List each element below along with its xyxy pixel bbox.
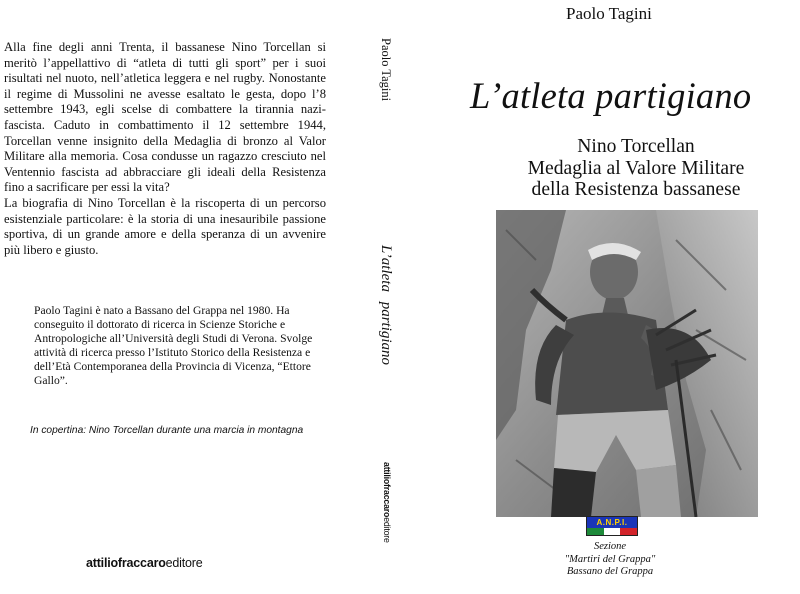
anpi-caption-line-3: Bassano del Grappa — [566, 566, 654, 577]
blurb-paragraph-1: Alla fine degli anni Trenta, il bassanese Nino Torcellan si meritò l’appellattivo di “atleta di tutti gli sport” per i suoi risultati nel nuoto, nell’atletica leggera e nel rugby. Nonostante il regime di Mussolini ne avesse esaltato le gesta, dopo l’8 settembre 1943, egli scelse di combattere la tirannia nazi-fascista. Caduto in combattimento il 12 settembre 1944, Torcellan venne insignito della Medaglia di bronzo al Valor Militare alla memoria. Cosa condusse un ragazzo cresciuto nel Ventennio fascista ad abbracciare gli ideali della Resistenza fino a sacrificare per essi la vita? — [4, 40, 326, 195]
flag-white — [604, 528, 621, 536]
subtitle-line-2: Medaglia al Valore Militare — [527, 157, 745, 179]
anpi-caption — [540, 541, 680, 579]
cover-photo-image — [496, 210, 758, 517]
front-subtitle — [480, 136, 792, 201]
subtitle-line-1: Nino Torcellan — [577, 136, 695, 157]
spine-publisher — [382, 462, 392, 543]
cover-photo-caption: In copertina: Nino Torcellan durante una marcia in montagna — [30, 425, 304, 436]
author-bio: Paolo Tagini è nato a Bassano del Grappa nel 1980. Ha conseguito il dottorato di ricerca in Scienze Storiche e Antropologiche all’Università degli Studi di Verona. Svolge attività di ricerca presso l’Istituto Storico della Resistenza e dell’Età Contemporanea della Provincia di Vicenza, “Ettore Gallo”. — [34, 304, 313, 387]
publisher-name-bold: attiliofraccaro — [86, 556, 166, 570]
flag-green — [587, 528, 604, 536]
back-cover-blurb — [4, 40, 326, 258]
anpi-caption-line-1: Sezione — [593, 541, 627, 552]
cover-photo — [496, 210, 758, 517]
subtitle-line-3: della Resistenza bassanese — [531, 179, 741, 200]
front-author: Paolo Tagini — [566, 4, 652, 23]
spine-author: Paolo Tagini — [379, 38, 393, 102]
italian-flag-stripe — [587, 528, 637, 536]
publisher-logo-back — [86, 556, 203, 570]
anpi-caption-line-2: "Martiri del Grappa" — [564, 553, 656, 565]
flag-red — [620, 528, 637, 536]
spine-publisher-bold: attiliofraccaro — [382, 462, 392, 518]
spine-publisher-regular: editore — [382, 517, 392, 543]
anpi-badge — [586, 516, 638, 536]
anpi-badge-text: A.N.P.I. — [587, 517, 637, 528]
blurb-paragraph-2: La biografia di Nino Torcellan è la riscoperta di un percorso esistenziale particolare: è la storia di una inesauribile passione sportiva, di un grande amore e della speranza di un avvenire più libero e giusto. — [4, 195, 326, 257]
spine-title: L’atleta partigiano — [378, 245, 394, 366]
front-title: L’atleta partigiano — [470, 75, 752, 116]
publisher-name-regular: editore — [165, 556, 203, 570]
